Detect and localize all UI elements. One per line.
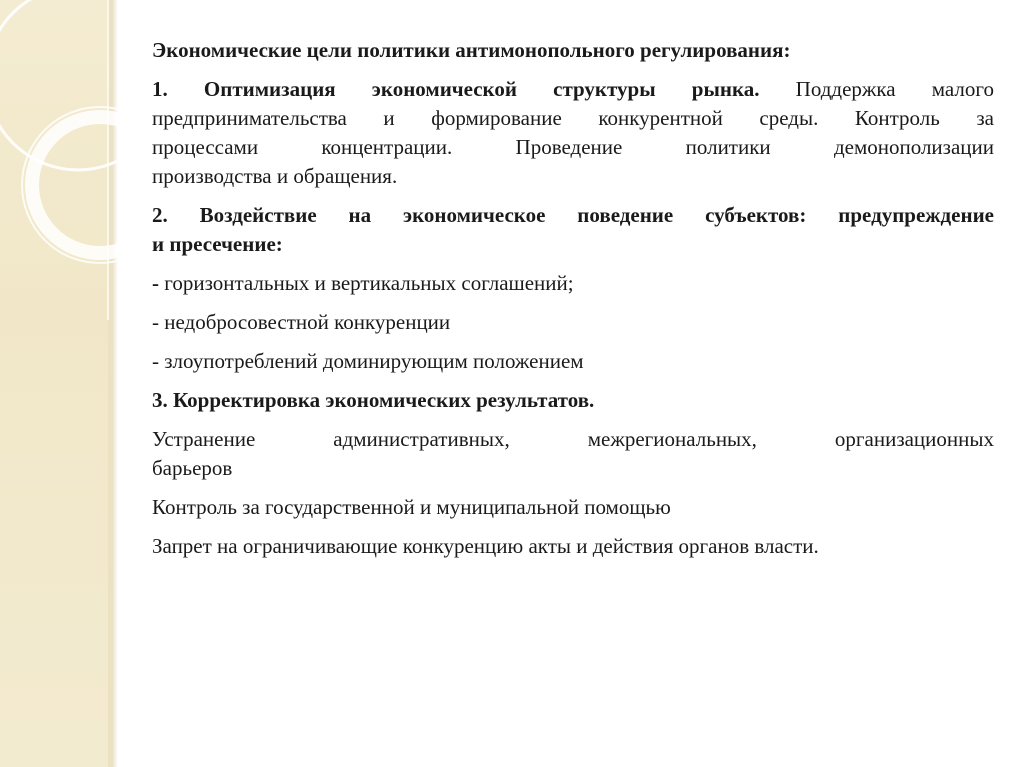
section-3-title: [152, 386, 994, 415]
ring-medium: [32, 117, 130, 253]
list-item-text: - злоупотреблений доминирующим положением: [152, 349, 584, 373]
section-1-line-1: [152, 75, 994, 104]
decorative-rings: [0, 0, 130, 320]
section-1-line-4: производства и обращения.: [152, 164, 398, 188]
list-item-text: горизонтальных и вертикальных соглашений;: [159, 271, 574, 295]
section-3-title-text: 3. Корректировка экономических результатов.: [152, 388, 595, 412]
section-2-title: [152, 201, 994, 259]
list-item: [152, 308, 994, 337]
list-item-text: - недобросовестной конкуренции: [152, 310, 451, 334]
section-3-paragraph-3: Запрет на ограничивающие конкуренцию акты и действия органов власти.: [152, 534, 819, 558]
slide-heading: Экономические цели политики антимонопольного регулирования:: [152, 38, 791, 62]
list-item: [152, 347, 994, 376]
section-2-title-line-2: и пресечение:: [152, 232, 283, 256]
section-1: [152, 75, 994, 191]
section-1-body-start: Поддержка малого: [759, 77, 994, 101]
section-1-line-3: процессами концентрации. Проведение политики демонополизации: [152, 135, 994, 159]
section-3-paragraph-1: [152, 425, 994, 483]
section-1-title: 1. Оптимизация экономической структуры рынка.: [152, 77, 760, 101]
section-1-line-2: предпринимательства и формирование конкурентной среды. Контроль за: [152, 106, 994, 130]
section-3-paragraph-1-line-1: Устранение административных, межрегиональных, организационных: [152, 427, 994, 451]
slide-content: [152, 36, 994, 571]
list-item: [152, 269, 994, 298]
section-3-paragraph-1-line-2: барьеров: [152, 456, 233, 480]
section-2-title-line-1: 2. Воздействие на экономическое поведение субъектов: предупреждение: [152, 203, 994, 227]
ring-large: [0, 0, 130, 170]
list-item-dash: -: [152, 271, 159, 295]
section-3-paragraph-2: Контроль за государственной и муниципальной помощью: [152, 495, 671, 519]
